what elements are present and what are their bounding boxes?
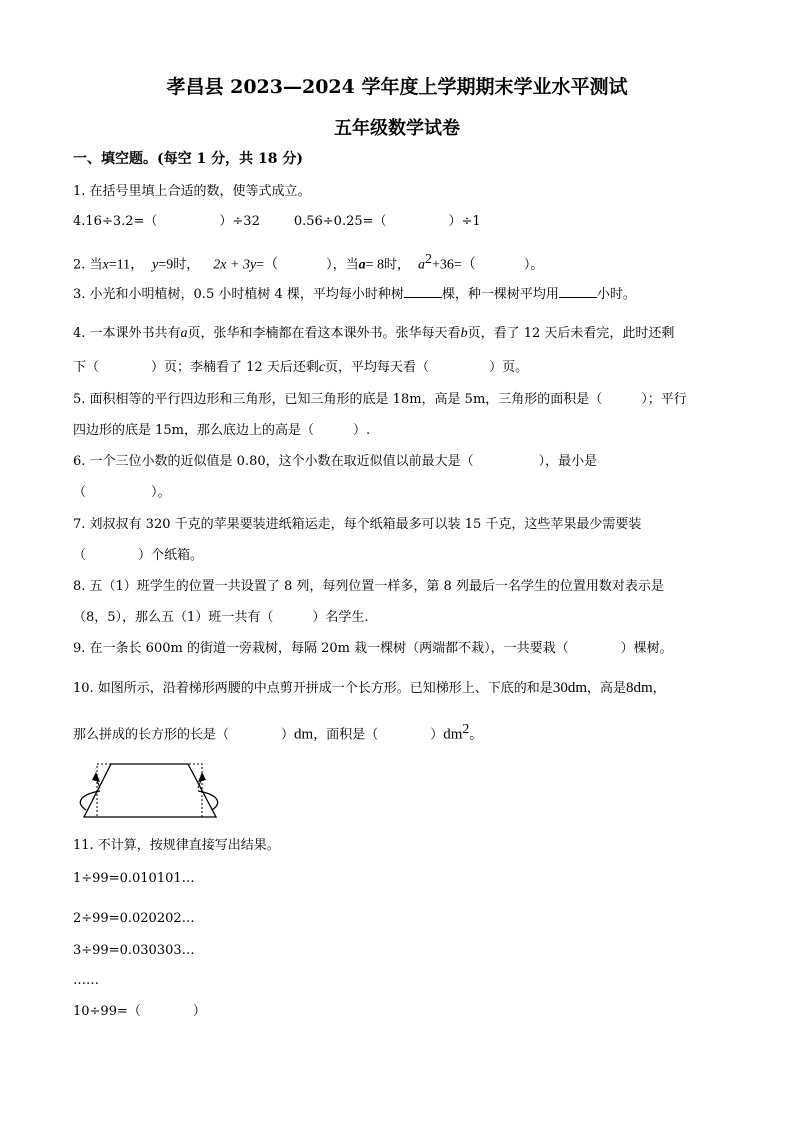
q2-var-y: y [152, 257, 159, 273]
q3-blank-2[interactable] [559, 297, 597, 298]
trapezoid-diagram [74, 758, 224, 820]
q1-eq-a-left: 4.16÷3.2=（ [73, 214, 158, 229]
q4-text-b: 页，张华和李楠都在看这本课外书。张华每天看 [187, 326, 461, 341]
q3-text-b: 棵，种一棵树平均用 [441, 287, 559, 302]
q10-value-8dm: 8dm [626, 680, 653, 696]
q10-text-a: 10. 如图所示，沿着梯形两腰的中点剪开拼成一个长方形。已知梯形上、下底的和是 [73, 681, 553, 696]
q3-text-a: 3. 小光和小明植树，0.5 小时植树 4 棵，平均每小时种树 [73, 287, 404, 302]
q3-blank-1[interactable] [404, 297, 442, 298]
q4-text-g: ）页。 [489, 360, 529, 375]
q11-text: 11. 不计算，按规律直接写出结果。 [73, 838, 280, 853]
q4-text-a: 4. 一本课外书共有 [73, 326, 181, 341]
q4-text-f: 页，平均每天看（ [325, 360, 430, 375]
q2-var-a: a [358, 257, 366, 273]
q10-exponent: 2 [462, 722, 470, 737]
exam-title: 孝昌县 2023—2024 学年度上学期期末学业水平测试 [166, 76, 628, 98]
q8-line-2: （8，5），那么五（1）班一共有（ ）名学生. [73, 610, 369, 625]
right-arrow-head [198, 772, 206, 782]
q1-eq-b-left: 0.56÷0.25=（ [293, 214, 387, 229]
q7-line-1: 7. 刘叔叔有 320 千克的苹果要装进纸箱运走，每个纸箱最多可以装 15 千克，这些苹果最少需要装 [73, 517, 642, 532]
q2-text-b: 时， [173, 257, 200, 273]
q1-equations [73, 215, 481, 228]
q8-line-1: 8. 五（1）班学生的位置一共设置了 8 列，每列位置一样多，第 8 列最后一名学生的位置用数对表示是 [73, 579, 664, 594]
q4-var-c: c [318, 360, 326, 375]
q1-text: 1. 在括号里填上合适的数，使等式成立。 [73, 184, 311, 199]
q2-var-x: x [102, 257, 109, 273]
q2-var-a2: a [418, 257, 426, 273]
q10-text-b: ，高是 [586, 681, 626, 696]
q11-ellipsis: …… [73, 973, 99, 988]
q10-text-e: ，面积是（ ） [313, 727, 444, 743]
dashed-rectangle [97, 764, 202, 817]
q10-value-30dm: 30dm [552, 680, 587, 696]
q5-line-2: 四边形的底是 15m，那么底边上的高是（ ）. [73, 423, 371, 438]
q4-line-2 [73, 361, 528, 375]
q4-var-a: a [180, 326, 188, 341]
q10-line-1 [73, 681, 666, 696]
q2-expression: 2x + 3y [213, 257, 257, 273]
q11-row-2: 2÷99=0.020202… [73, 911, 195, 926]
q2-eq-open: =（ [256, 257, 279, 273]
q2-text-e: ）。 [523, 257, 544, 273]
q2-plus36: +36=（ [432, 257, 476, 273]
q6-line-2: （ ）。 [73, 485, 171, 500]
q11-row-10: 10÷99=（ ） [73, 1004, 206, 1019]
q11-row-1: 1÷99=0.010101… [73, 871, 195, 886]
q4-var-b: b [460, 326, 468, 341]
q4-text-c: 页，看了 12 天后未看完，此时还剩 [467, 326, 675, 341]
q11-row-3: 3÷99=0.030303… [73, 943, 195, 958]
q2-text-d: 时， [384, 257, 411, 273]
q2-eq11: =11， [108, 257, 145, 273]
q10-unit-dm2: dm [443, 726, 463, 743]
q10-text-d: 那么拼成的长方形的长是（ ） [73, 727, 295, 743]
q1-eq-a-right: ）÷32 [219, 214, 260, 229]
q4-text-d: 下（ [73, 360, 100, 375]
q7-line-2: （ ）个纸箱。 [73, 548, 204, 563]
q1-eq-b-right: ）÷1 [448, 214, 481, 229]
q2-text-a: 2. 当 [73, 257, 103, 273]
exam-subtitle: 五年级数学试卷 [334, 118, 460, 139]
q9-line: 9. 在一条长 600m 的街道一旁栽树，每隔 20m 栽一棵树（两端都不栽），一共要栽（ ）棵树。 [73, 641, 673, 656]
section-heading: 一、填空题。(每空 1 分，共 18 分) [73, 151, 303, 167]
q6-line-1: 6. 一个三位小数的近似值是 0.80，这个小数在取近似值以前最大是（ ），最小是 [73, 454, 598, 469]
q4-text-e: ）页；李楠看了 12 天后还剩 [151, 360, 319, 375]
q2-text-c: ），当 [326, 257, 359, 273]
q5-line-1: 5. 面积相等的平行四边形和三角形，已知三角形的底是 18m，高是 5m，三角形的面积是（ ）；平行 [73, 392, 687, 407]
q4-line-1 [73, 327, 674, 341]
q2-eq9: =9 [158, 257, 174, 273]
q2-line [73, 253, 543, 272]
q10-unit-dm: dm [294, 726, 314, 743]
left-arrow-head [92, 772, 100, 782]
trapezoid-shape [84, 764, 216, 817]
q10-line-2 [73, 723, 482, 742]
q3-text-c: 小时。 [596, 287, 636, 302]
q2-exponent: 2 [425, 252, 433, 267]
q10-text-f: 。 [469, 727, 483, 743]
q2-eq8: = 8 [365, 257, 384, 273]
q10-text-c: ， [652, 681, 666, 696]
q3-line [73, 288, 636, 301]
